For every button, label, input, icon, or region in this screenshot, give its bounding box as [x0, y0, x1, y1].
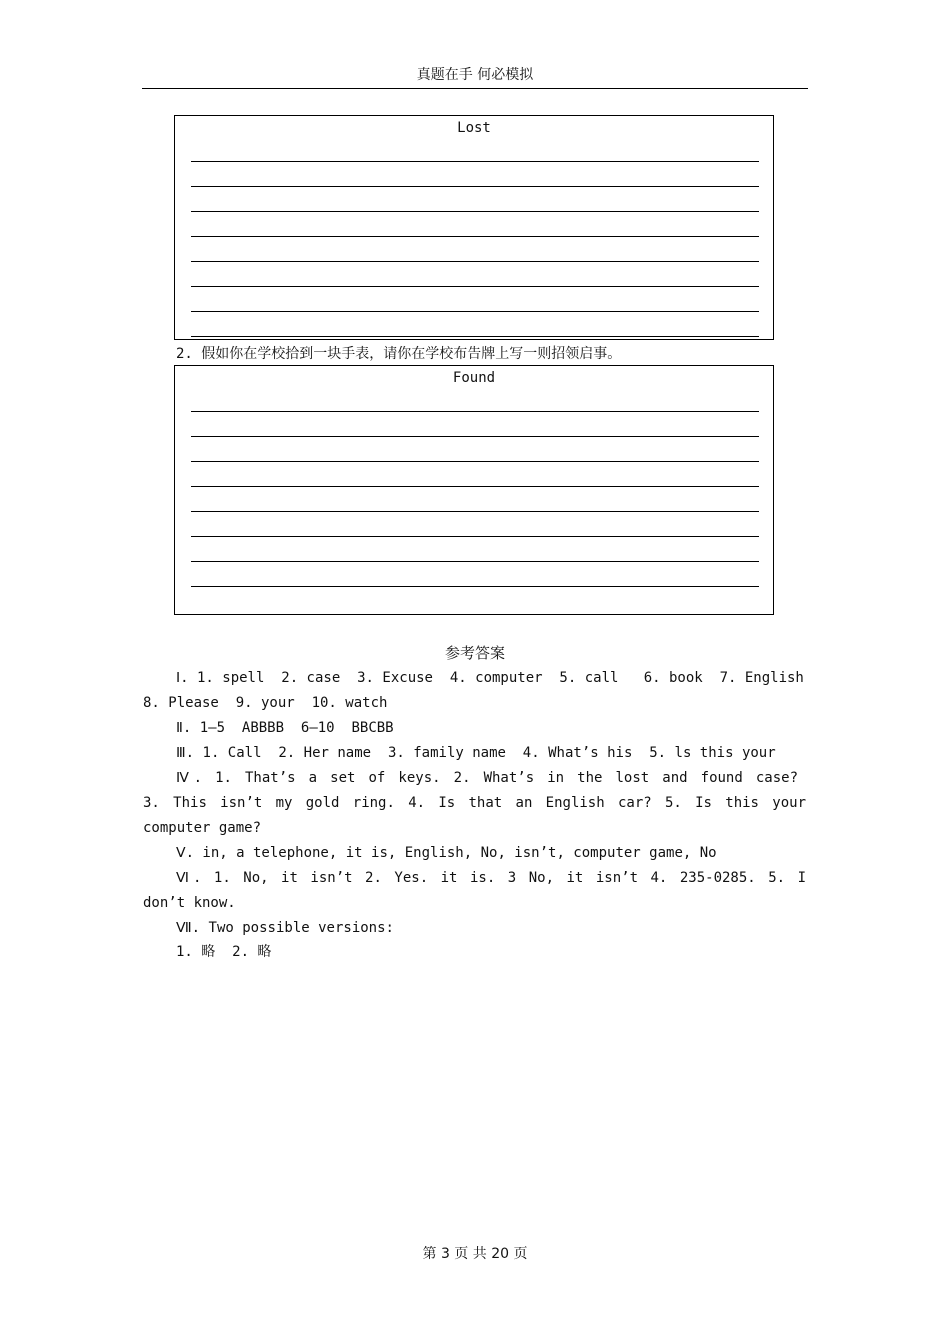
answer-line: Ⅳ. 1. That’s a set of keys. 2. What’s in the lost and found case? — [176, 770, 798, 786]
writing-line — [191, 511, 759, 512]
question-2-text: 2. 假如你在学校拾到一块手表，请你在学校布告牌上写一则招领启事。 — [176, 346, 622, 362]
writing-line — [191, 586, 759, 587]
lost-box-title: Lost — [457, 120, 491, 136]
answer-line: Ⅱ. 1—5 ABBBB 6—10 BBCBB — [176, 720, 394, 736]
answer-line: Ⅲ. 1. Call 2. Her name 3. family name 4. What’s his 5. ls this your — [176, 745, 776, 761]
answer-line: 3. This isn’t my gold ring. 4. Is that an English car? 5. Is this your — [143, 795, 806, 811]
answer-line: Ⅵ. 1. No, it isn’t 2. Yes. it is. 3 No, it isn’t 4. 235-0285. 5. I — [176, 870, 806, 886]
writing-line — [191, 211, 759, 212]
writing-line — [191, 536, 759, 537]
writing-line — [191, 561, 759, 562]
writing-line — [191, 286, 759, 287]
answer-line: Ⅶ. Two possible versions: — [176, 920, 394, 936]
page-header: 真题在手 何必模拟 — [416, 67, 534, 83]
writing-line — [191, 486, 759, 487]
answer-line: Ⅴ. in, a telephone, it is, English, No, isn’t, computer game, No — [176, 845, 717, 861]
writing-line — [191, 411, 759, 412]
answer-key-title: 参考答案 — [444, 644, 505, 662]
answer-line: 8. Please 9. your 10. watch — [143, 695, 388, 711]
writing-line — [191, 161, 759, 162]
writing-line — [191, 236, 759, 237]
writing-line — [191, 436, 759, 437]
answer-line: 1. 略 2. 略 — [176, 944, 272, 960]
found-box-title: Found — [452, 370, 496, 386]
answer-line: don’t know. — [143, 895, 236, 911]
writing-line — [191, 261, 759, 262]
writing-line — [191, 461, 759, 462]
answer-line: computer game? — [143, 820, 262, 836]
found-notice-box — [174, 365, 774, 615]
writing-line — [191, 336, 759, 337]
page-footer: 第 3 页 共 20 页 — [422, 1246, 528, 1262]
answer-line: Ⅰ. 1. spell 2. case 3. Excuse 4. computer 5. call 6. book 7. English — [176, 670, 804, 686]
lost-notice-box — [174, 115, 774, 340]
writing-line — [191, 186, 759, 187]
writing-line — [191, 311, 759, 312]
header-rule — [142, 88, 808, 89]
